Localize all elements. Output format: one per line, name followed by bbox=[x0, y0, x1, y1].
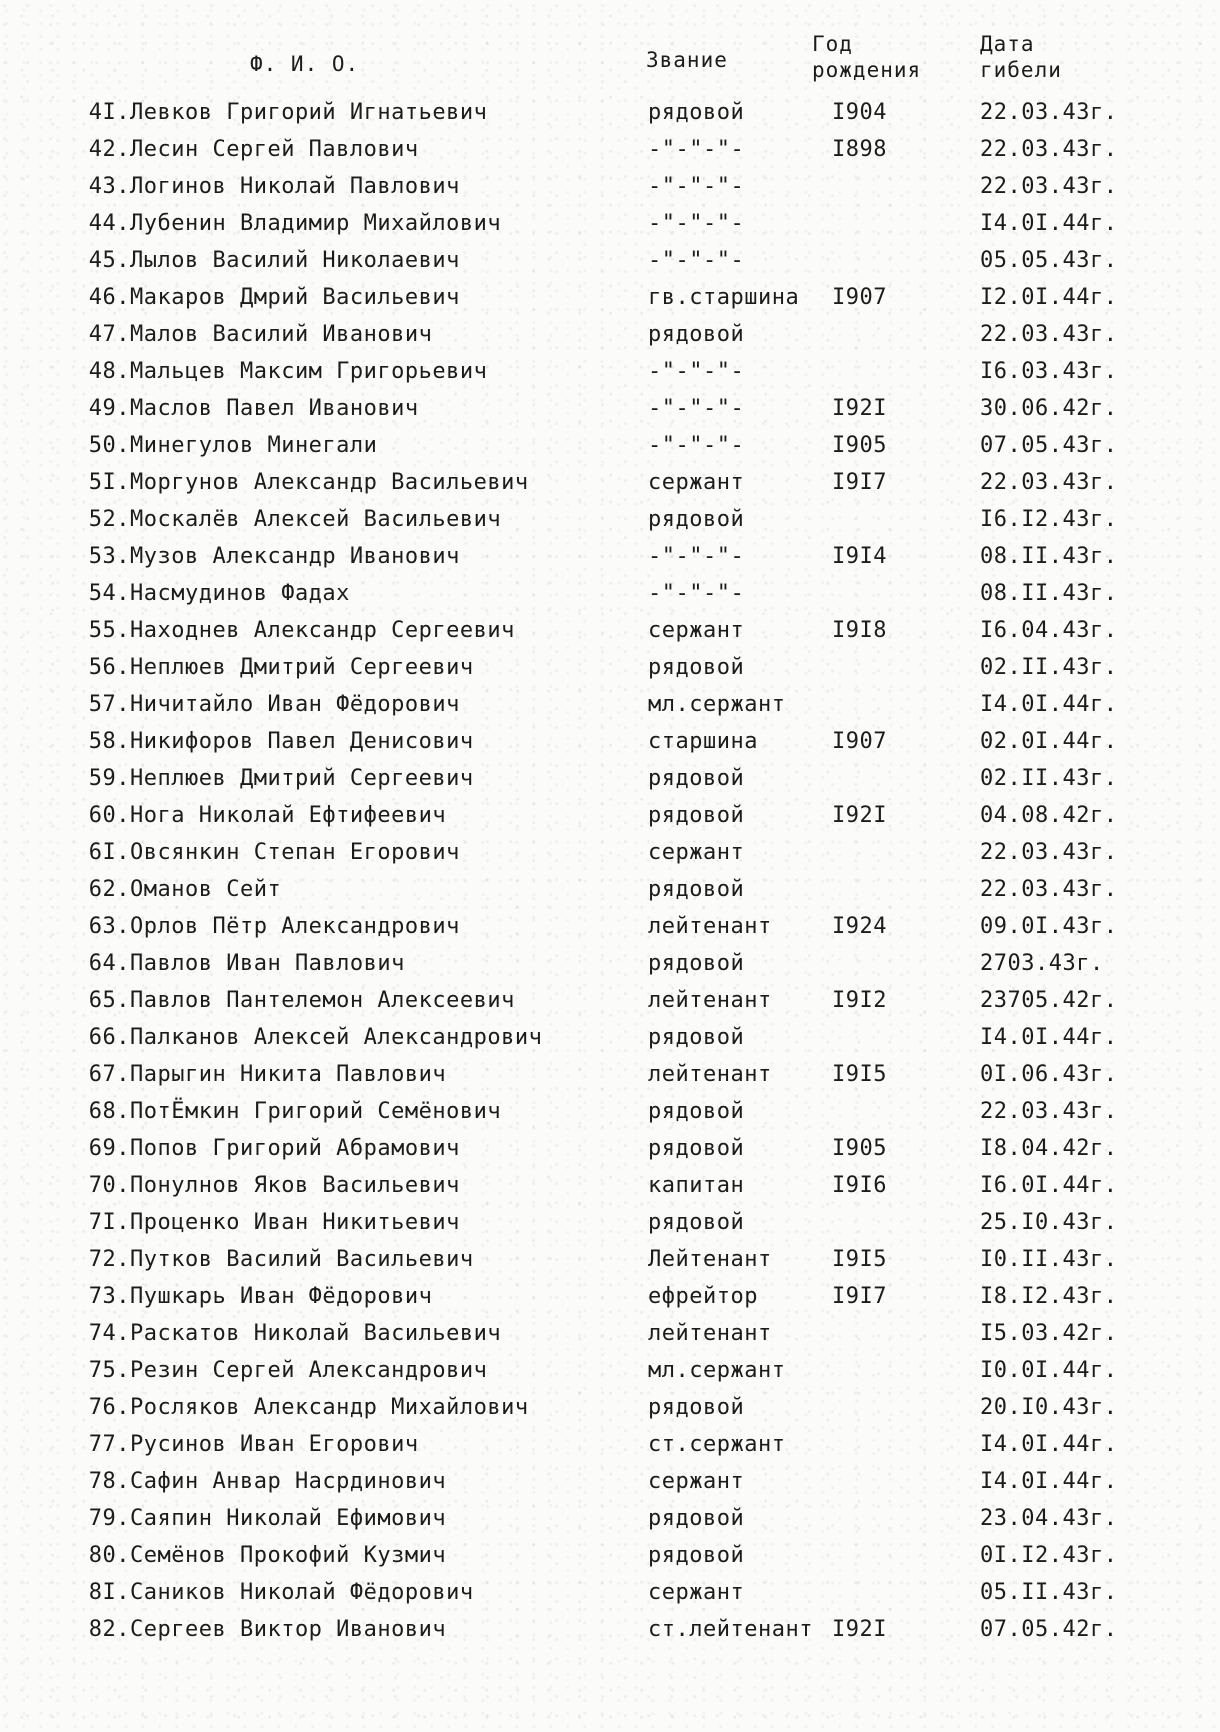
row-death-date: 05.II.43г. bbox=[980, 1580, 1118, 1605]
row-number: 82. bbox=[88, 1617, 130, 1642]
row-number: 7I. bbox=[88, 1210, 130, 1235]
row-death-date: 22.03.43г. bbox=[980, 877, 1118, 902]
row-full-name: Ничитайло Иван Фёдорович bbox=[130, 692, 460, 717]
table-row bbox=[0, 501, 1220, 538]
row-rank: сержант bbox=[648, 1469, 745, 1494]
row-death-date: 23705.42г. bbox=[980, 988, 1118, 1013]
row-rank: лейтенант bbox=[648, 914, 772, 939]
row-number: 56. bbox=[88, 655, 130, 680]
row-number: 50. bbox=[88, 433, 130, 458]
row-number: 65. bbox=[88, 988, 130, 1013]
row-number: 54. bbox=[88, 581, 130, 606]
row-birth-year: I907 bbox=[832, 285, 887, 310]
row-number: 66. bbox=[88, 1025, 130, 1050]
row-number: 59. bbox=[88, 766, 130, 791]
header-name: Ф. И. О. bbox=[250, 52, 360, 76]
row-birth-year: I92I bbox=[832, 803, 887, 828]
row-birth-year: I9I5 bbox=[832, 1247, 887, 1272]
row-full-name: Неплюев Дмитрий Сергеевич bbox=[130, 655, 474, 680]
row-death-date: 22.03.43г. bbox=[980, 100, 1118, 125]
row-number: 80. bbox=[88, 1543, 130, 1568]
table-row bbox=[0, 945, 1220, 982]
table-row bbox=[0, 1278, 1220, 1315]
table-row bbox=[0, 1352, 1220, 1389]
row-death-date: I2.0I.44г. bbox=[980, 285, 1118, 310]
row-number: 62. bbox=[88, 877, 130, 902]
row-number: 57. bbox=[88, 692, 130, 717]
row-full-name: Сафин Анвар Насрдинович bbox=[130, 1469, 447, 1494]
row-number: 55. bbox=[88, 618, 130, 643]
row-full-name: Попов Григорий Абрамович bbox=[130, 1136, 460, 1161]
row-rank: рядовой bbox=[648, 1543, 745, 1568]
row-death-date: I8.I2.43г. bbox=[980, 1284, 1118, 1309]
row-number: 68. bbox=[88, 1099, 130, 1124]
row-rank: рядовой bbox=[648, 951, 745, 976]
table-row bbox=[0, 575, 1220, 612]
row-birth-year: I924 bbox=[832, 914, 887, 939]
row-death-date: 2703.43г. bbox=[980, 951, 1104, 976]
row-full-name: Москалёв Алексей Васильевич bbox=[130, 507, 502, 532]
row-birth-year: I9I8 bbox=[832, 618, 887, 643]
row-rank: рядовой bbox=[648, 877, 745, 902]
table-row bbox=[0, 1463, 1220, 1500]
row-death-date: 22.03.43г. bbox=[980, 174, 1118, 199]
row-birth-year: I9I2 bbox=[832, 988, 887, 1013]
row-death-date: 22.03.43г. bbox=[980, 470, 1118, 495]
table-row bbox=[0, 131, 1220, 168]
row-death-date: 25.I0.43г. bbox=[980, 1210, 1118, 1235]
row-number: 76. bbox=[88, 1395, 130, 1420]
table-row bbox=[0, 760, 1220, 797]
row-birth-year: I904 bbox=[832, 100, 887, 125]
table-row bbox=[0, 723, 1220, 760]
row-number: 60. bbox=[88, 803, 130, 828]
row-number: 78. bbox=[88, 1469, 130, 1494]
row-full-name: Павлов Иван Павлович bbox=[130, 951, 405, 976]
row-number: 72. bbox=[88, 1247, 130, 1272]
row-rank: мл.сержант bbox=[648, 692, 786, 717]
row-death-date: 02.0I.44г. bbox=[980, 729, 1118, 754]
row-number: 6I. bbox=[88, 840, 130, 865]
row-number: 4I. bbox=[88, 100, 130, 125]
row-rank: капитан bbox=[648, 1173, 745, 1198]
row-death-date: I4.0I.44г. bbox=[980, 1469, 1118, 1494]
row-number: 47. bbox=[88, 322, 130, 347]
row-death-date: I5.03.42г. bbox=[980, 1321, 1118, 1346]
row-birth-year: I907 bbox=[832, 729, 887, 754]
row-full-name: Проценко Иван Никитьевич bbox=[130, 1210, 460, 1235]
header-date-line2: гибели bbox=[980, 58, 1062, 82]
row-death-date: 0I.I2.43г. bbox=[980, 1543, 1118, 1568]
row-full-name: Палканов Алексей Александрович bbox=[130, 1025, 543, 1050]
table-row bbox=[0, 316, 1220, 353]
row-death-date: 22.03.43г. bbox=[980, 840, 1118, 865]
row-birth-year: I9I4 bbox=[832, 544, 887, 569]
row-rank: рядовой bbox=[648, 1025, 745, 1050]
row-rank: -"-"-"- bbox=[648, 137, 745, 162]
row-full-name: Макаров Дмрий Васильевич bbox=[130, 285, 460, 310]
table-row bbox=[0, 353, 1220, 390]
row-number: 74. bbox=[88, 1321, 130, 1346]
row-full-name: Русинов Иван Егорович bbox=[130, 1432, 419, 1457]
row-death-date: I4.0I.44г. bbox=[980, 1432, 1118, 1457]
row-number: 53. bbox=[88, 544, 130, 569]
row-death-date: I6.I2.43г. bbox=[980, 507, 1118, 532]
row-rank: рядовой bbox=[648, 1136, 745, 1161]
row-death-date: I6.04.43г. bbox=[980, 618, 1118, 643]
row-number: 63. bbox=[88, 914, 130, 939]
row-rank: рядовой bbox=[648, 803, 745, 828]
table-row bbox=[0, 464, 1220, 501]
row-death-date: 02.II.43г. bbox=[980, 655, 1118, 680]
table-row bbox=[0, 427, 1220, 464]
row-full-name: Саяпин Николай Ефимович bbox=[130, 1506, 447, 1531]
row-full-name: Логинов Николай Павлович bbox=[130, 174, 460, 199]
row-number: 69. bbox=[88, 1136, 130, 1161]
row-rank: -"-"-"- bbox=[648, 433, 745, 458]
table-row bbox=[0, 1500, 1220, 1537]
row-number: 45. bbox=[88, 248, 130, 273]
row-death-date: 09.0I.43г. bbox=[980, 914, 1118, 939]
row-rank: лейтенант bbox=[648, 1062, 772, 1087]
row-rank: рядовой bbox=[648, 322, 745, 347]
row-birth-year: I92I bbox=[832, 396, 887, 421]
row-death-date: 07.05.43г. bbox=[980, 433, 1118, 458]
row-death-date: 07.05.42г. bbox=[980, 1617, 1118, 1642]
row-number: 52. bbox=[88, 507, 130, 532]
table-row bbox=[0, 279, 1220, 316]
row-full-name: Неплюев Дмитрий Сергеевич bbox=[130, 766, 474, 791]
row-full-name: Музов Александр Иванович bbox=[130, 544, 460, 569]
row-rank: рядовой bbox=[648, 1395, 745, 1420]
row-rank: сержант bbox=[648, 1580, 745, 1605]
row-birth-year: I92I bbox=[832, 1617, 887, 1642]
row-full-name: Раскатов Николай Васильевич bbox=[130, 1321, 502, 1346]
table-row bbox=[0, 538, 1220, 575]
row-rank: сержант bbox=[648, 840, 745, 865]
row-number: 48. bbox=[88, 359, 130, 384]
row-rank: рядовой bbox=[648, 1210, 745, 1235]
row-full-name: Левков Григорий Игнатьевич bbox=[130, 100, 488, 125]
table-row bbox=[0, 1130, 1220, 1167]
table-row bbox=[0, 1574, 1220, 1611]
row-full-name: Моргунов Александр Васильевич bbox=[130, 470, 529, 495]
row-death-date: I6.03.43г. bbox=[980, 359, 1118, 384]
row-rank: рядовой bbox=[648, 1099, 745, 1124]
row-rank: рядовой bbox=[648, 766, 745, 791]
row-death-date: I6.0I.44г. bbox=[980, 1173, 1118, 1198]
row-full-name: Понулнов Яков Васильевич bbox=[130, 1173, 460, 1198]
row-rank: -"-"-"- bbox=[648, 174, 745, 199]
row-number: 43. bbox=[88, 174, 130, 199]
row-rank: рядовой bbox=[648, 100, 745, 125]
row-rank: ст.сержант bbox=[648, 1432, 786, 1457]
table-row bbox=[0, 871, 1220, 908]
row-number: 8I. bbox=[88, 1580, 130, 1605]
table-row bbox=[0, 1167, 1220, 1204]
header-year-line2: рождения bbox=[812, 58, 922, 82]
row-full-name: Маслов Павел Иванович bbox=[130, 396, 419, 421]
row-rank: сержант bbox=[648, 470, 745, 495]
row-number: 75. bbox=[88, 1358, 130, 1383]
row-rank: лейтенант bbox=[648, 988, 772, 1013]
row-full-name: Минегулов Минегали bbox=[130, 433, 378, 458]
table-row bbox=[0, 1611, 1220, 1648]
table-row bbox=[0, 1204, 1220, 1241]
row-full-name: Пушкарь Иван Фёдорович bbox=[130, 1284, 433, 1309]
row-full-name: Находнев Александр Сергеевич bbox=[130, 618, 515, 643]
row-full-name: Никифоров Павел Денисович bbox=[130, 729, 474, 754]
row-birth-year: I9I6 bbox=[832, 1173, 887, 1198]
row-death-date: 08.II.43г. bbox=[980, 581, 1118, 606]
row-full-name: Резин Сергей Александрович bbox=[130, 1358, 488, 1383]
row-birth-year: I9I5 bbox=[832, 1062, 887, 1087]
row-rank: старшина bbox=[648, 729, 758, 754]
row-number: 44. bbox=[88, 211, 130, 236]
table-row bbox=[0, 1056, 1220, 1093]
row-death-date: 0I.06.43г. bbox=[980, 1062, 1118, 1087]
header-rank: Звание bbox=[646, 48, 728, 72]
row-number: 73. bbox=[88, 1284, 130, 1309]
table-row bbox=[0, 1537, 1220, 1574]
row-death-date: 05.05.43г. bbox=[980, 248, 1118, 273]
row-full-name: Лесин Сергей Павлович bbox=[130, 137, 419, 162]
row-full-name: Нога Николай Ефтифеевич bbox=[130, 803, 447, 828]
row-death-date: I4.0I.44г. bbox=[980, 1025, 1118, 1050]
row-number: 67. bbox=[88, 1062, 130, 1087]
table-row bbox=[0, 168, 1220, 205]
table-row bbox=[0, 834, 1220, 871]
row-full-name: Орлов Пётр Александрович bbox=[130, 914, 460, 939]
row-birth-year: I9I7 bbox=[832, 470, 887, 495]
row-number: 5I. bbox=[88, 470, 130, 495]
row-death-date: I4.0I.44г. bbox=[980, 692, 1118, 717]
row-full-name: Сергеев Виктор Иванович bbox=[130, 1617, 447, 1642]
row-number: 77. bbox=[88, 1432, 130, 1457]
table-body bbox=[0, 94, 1220, 1648]
row-full-name: Насмудинов Фадах bbox=[130, 581, 350, 606]
row-birth-year: I905 bbox=[832, 1136, 887, 1161]
row-full-name: Росляков Александр Михайлович bbox=[130, 1395, 529, 1420]
row-death-date: 22.03.43г. bbox=[980, 137, 1118, 162]
table-row bbox=[0, 1093, 1220, 1130]
table-row bbox=[0, 1315, 1220, 1352]
row-full-name: Семёнов Прокофий Кузмич bbox=[130, 1543, 447, 1568]
table-row bbox=[0, 1426, 1220, 1463]
row-death-date: 22.03.43г. bbox=[980, 1099, 1118, 1124]
row-rank: сержант bbox=[648, 618, 745, 643]
row-death-date: I4.0I.44г. bbox=[980, 211, 1118, 236]
row-death-date: 02.II.43г. bbox=[980, 766, 1118, 791]
row-rank: -"-"-"- bbox=[648, 211, 745, 236]
header-year-line1: Год bbox=[812, 32, 853, 56]
row-rank: -"-"-"- bbox=[648, 359, 745, 384]
row-full-name: Овсянкин Степан Егорович bbox=[130, 840, 460, 865]
row-death-date: I0.0I.44г. bbox=[980, 1358, 1118, 1383]
table-row bbox=[0, 1389, 1220, 1426]
table-row bbox=[0, 686, 1220, 723]
row-rank: Лейтенант bbox=[648, 1247, 772, 1272]
row-rank: ст.лейтенант bbox=[648, 1617, 813, 1642]
table-row bbox=[0, 205, 1220, 242]
row-rank: -"-"-"- bbox=[648, 544, 745, 569]
table-row bbox=[0, 1241, 1220, 1278]
row-death-date: 23.04.43г. bbox=[980, 1506, 1118, 1531]
table-row bbox=[0, 1019, 1220, 1056]
table-row bbox=[0, 649, 1220, 686]
row-full-name: Павлов Пантелемон Алексеевич bbox=[130, 988, 515, 1013]
row-rank: -"-"-"- bbox=[648, 581, 745, 606]
row-death-date: 30.06.42г. bbox=[980, 396, 1118, 421]
row-death-date: 04.08.42г. bbox=[980, 803, 1118, 828]
row-rank: мл.сержант bbox=[648, 1358, 786, 1383]
row-rank: -"-"-"- bbox=[648, 396, 745, 421]
table-row bbox=[0, 94, 1220, 131]
row-full-name: Путков Василий Васильевич bbox=[130, 1247, 474, 1272]
table-row bbox=[0, 797, 1220, 834]
table-header bbox=[0, 28, 1220, 92]
row-death-date: 20.I0.43г. bbox=[980, 1395, 1118, 1420]
table-row bbox=[0, 908, 1220, 945]
row-death-date: I8.04.42г. bbox=[980, 1136, 1118, 1161]
row-rank: гв.старшина bbox=[648, 285, 800, 310]
row-full-name: Лубенин Владимир Михайлович bbox=[130, 211, 502, 236]
row-rank: -"-"-"- bbox=[648, 248, 745, 273]
row-full-name: Малов Василий Иванович bbox=[130, 322, 433, 347]
row-rank: рядовой bbox=[648, 655, 745, 680]
row-death-date: 08.II.43г. bbox=[980, 544, 1118, 569]
row-rank: рядовой bbox=[648, 1506, 745, 1531]
row-number: 58. bbox=[88, 729, 130, 754]
row-rank: ефрейтор bbox=[648, 1284, 758, 1309]
row-full-name: Парыгин Никита Павлович bbox=[130, 1062, 447, 1087]
row-full-name: Оманов Сейт bbox=[130, 877, 282, 902]
table-row bbox=[0, 982, 1220, 1019]
row-death-date: 22.03.43г. bbox=[980, 322, 1118, 347]
row-death-date: I0.II.43г. bbox=[980, 1247, 1118, 1272]
table-row bbox=[0, 612, 1220, 649]
row-full-name: ПотЁмкин Григорий Семёнович bbox=[130, 1099, 502, 1124]
row-rank: лейтенант bbox=[648, 1321, 772, 1346]
row-number: 49. bbox=[88, 396, 130, 421]
row-birth-year: I9I7 bbox=[832, 1284, 887, 1309]
row-rank: рядовой bbox=[648, 507, 745, 532]
row-number: 79. bbox=[88, 1506, 130, 1531]
row-number: 64. bbox=[88, 951, 130, 976]
row-birth-year: I905 bbox=[832, 433, 887, 458]
row-full-name: Мальцев Максим Григорьевич bbox=[130, 359, 488, 384]
row-number: 46. bbox=[88, 285, 130, 310]
header-date-line1: Дата bbox=[980, 32, 1035, 56]
row-number: 70. bbox=[88, 1173, 130, 1198]
row-full-name: Саников Николай Фёдорович bbox=[130, 1580, 474, 1605]
table-row bbox=[0, 390, 1220, 427]
row-number: 42. bbox=[88, 137, 130, 162]
table-row bbox=[0, 242, 1220, 279]
row-birth-year: I898 bbox=[832, 137, 887, 162]
row-full-name: Лылов Василий Николаевич bbox=[130, 248, 460, 273]
